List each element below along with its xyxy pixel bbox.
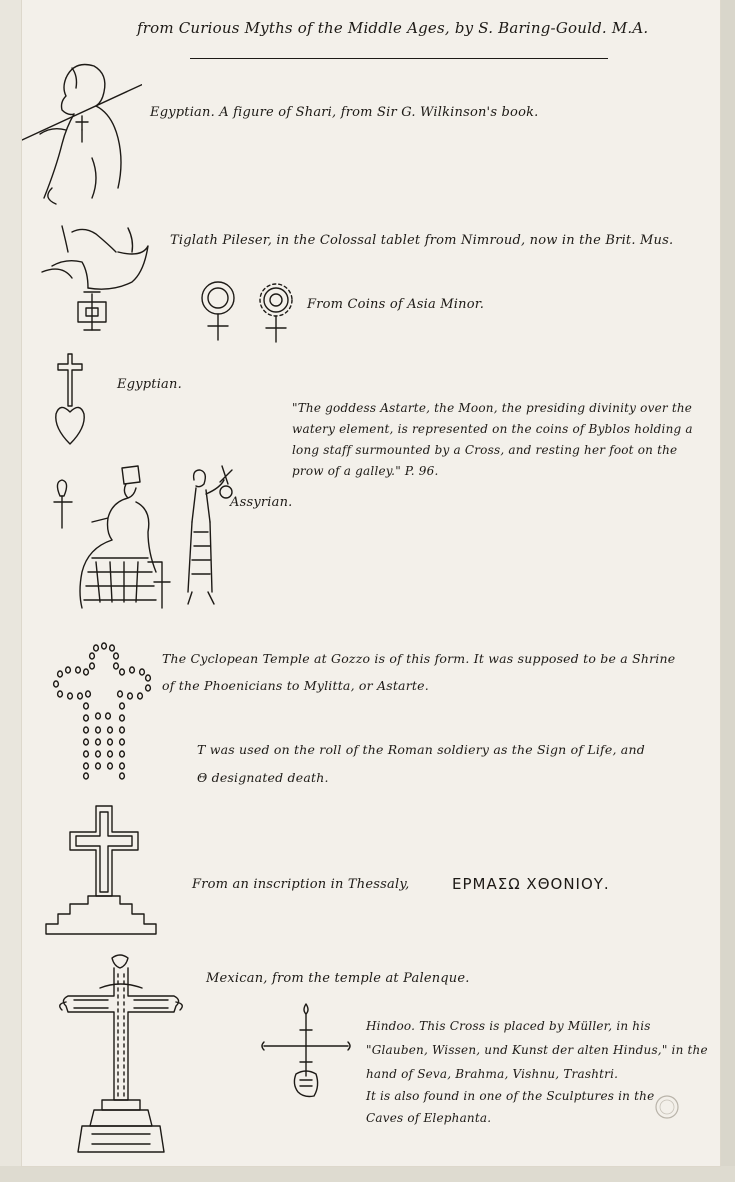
coins-caption: From Coins of Asia Minor. [307,297,485,312]
palenque-cross [56,950,186,1160]
museum-stamp [654,1094,680,1120]
title-rule [190,58,608,59]
egyptian-heart-cross [50,350,90,448]
gozzo-temple-plan [52,640,152,780]
asia-minor-coin-symbols [188,278,303,348]
assyrian-seated-figures [52,462,237,612]
tiglath-caption: Tiglath Pileser, in the Colossal tablet from Nimroud, now in the Brit. Mus. [170,233,674,248]
shari-caption: Egyptian. A figure of Shari, from Sir G. Wilkinson's book. [150,105,539,120]
egyptian-caption: Egyptian. [117,377,182,392]
thessaly-stepped-cross [40,800,160,938]
mount-edge-bottom [0,1166,735,1182]
roman-caption-line-1: T was used on the roll of the Roman soldiery as the Sign of Life, and [197,742,645,757]
hindoo-caption-line-1: Hindoo. This Cross is placed by Müller, in his [366,1019,651,1033]
mexican-caption: Mexican, from the temple at Palenque. [206,971,470,986]
hindoo-caption-line-3: hand of Seva, Brahma, Vishnu, Trashtri. [366,1067,619,1081]
manuscript-sheet [22,0,720,1166]
mount-edge [720,0,735,1182]
gozzo-caption-line-1: The Cyclopean Temple at Gozzo is of this form. It was supposed to be a Shrine [162,651,676,666]
hindoo-caption-line-4: It is also found in one of the Sculptures in the [366,1089,655,1103]
assyrian-caption: Assyrian. [230,495,293,510]
hindoo-caption-line-5: Caves of Elephanta. [366,1111,492,1125]
roman-caption-line-2: Θ designated death. [197,770,329,785]
astarte-quote: "The goddess Astarte, the Moon, the presiding divinity over the watery element, is represented on the coins of Byblos holding a long staff surmounted by a Cross, and resting her foot on the prow of a galley." P. 96. [292,401,693,478]
hindoo-cross-in-hand [260,1000,356,1100]
page-title: from Curious Myths of the Middle Ages, by S. Baring-Gould. M.A. [137,19,649,37]
thessaly-greek-inscription: ΕΡΜΑΣΩ ΧΘΟΝΙΟΥ. [452,875,610,893]
hindoo-caption-line-2: "Glauben, Wissen, und Kunst der alten Hindus," in the [366,1043,708,1057]
egyptian-figure-shari-drawing [22,58,142,208]
tiglath-pileser-cross-drawing [32,222,152,337]
thessaly-caption: From an inscription in Thessaly, [192,877,410,892]
gozzo-caption-line-2: of the Phoenicians to Mylitta, or Astarte. [162,678,429,693]
